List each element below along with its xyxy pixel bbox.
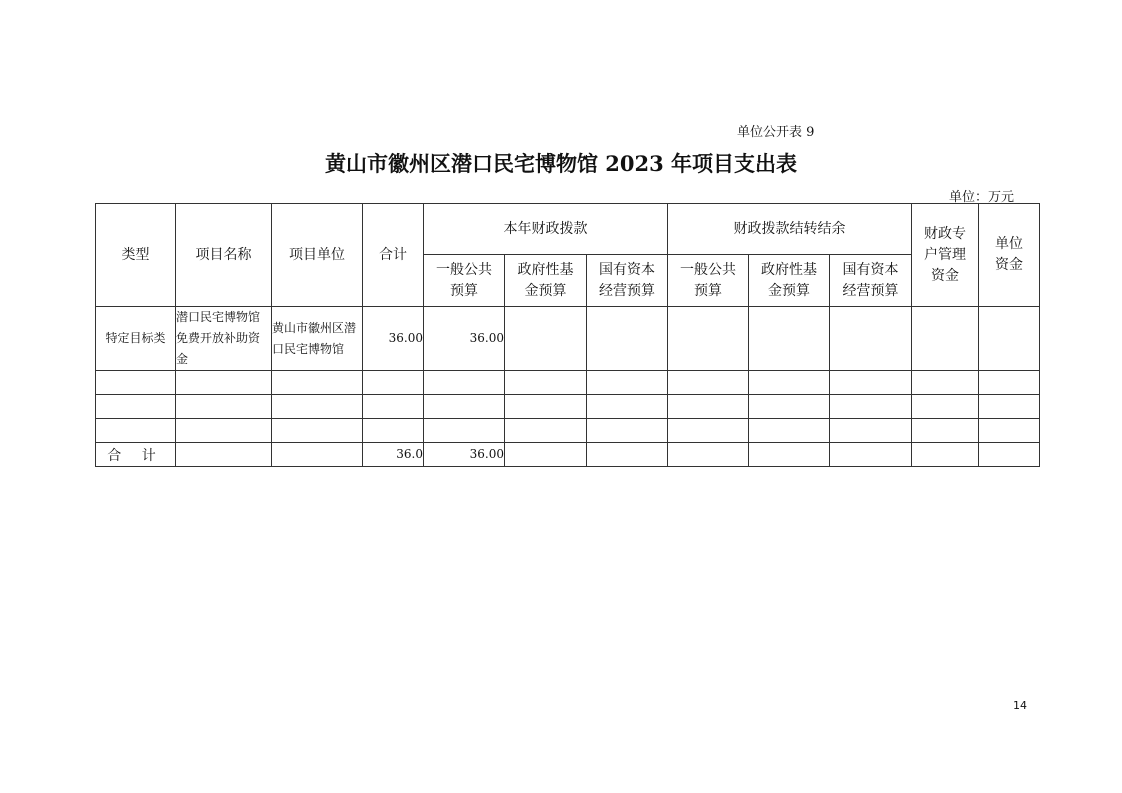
empty-cell: [424, 395, 505, 419]
total-row-total: 36.0: [363, 443, 424, 467]
table-row-empty: [96, 419, 1040, 443]
header-current-year-group: 本年财政拨款: [424, 204, 668, 255]
cell-co-general: [668, 307, 749, 371]
cell-unit-funds: [979, 307, 1040, 371]
header-unit-funds: 单位资金: [979, 204, 1040, 307]
empty-cell: [176, 371, 272, 395]
cell-type: 特定目标类: [96, 307, 176, 371]
empty-cell: [749, 419, 830, 443]
empty-cell: [363, 371, 424, 395]
header-cy-state-capital: 国有资本经营预算: [587, 255, 668, 307]
cell-project-unit: 黄山市徽州区潜口民宅博物馆: [272, 307, 363, 371]
header-carryover-group: 财政拨款结转结余: [668, 204, 912, 255]
header-project-name: 项目名称: [176, 204, 272, 307]
cell-total: 36.00: [363, 307, 424, 371]
empty-cell: [668, 395, 749, 419]
project-expenditure-table: [95, 203, 1040, 467]
empty-cell: [505, 419, 587, 443]
header-special-account: 财政专户管理资金: [912, 204, 979, 307]
empty-cell: [749, 395, 830, 419]
total-row: [96, 443, 1040, 467]
empty-cell: [979, 419, 1040, 443]
empty-cell: [176, 443, 272, 467]
empty-cell: [363, 419, 424, 443]
header-co-gov-fund: 政府性基金预算: [749, 255, 830, 307]
cell-co-gov-fund: [749, 307, 830, 371]
empty-cell: [668, 443, 749, 467]
empty-cell: [505, 443, 587, 467]
empty-cell: [979, 371, 1040, 395]
header-cy-general-public: 一般公共预算: [424, 255, 505, 307]
cell-cy-state-capital: [587, 307, 668, 371]
empty-cell: [424, 371, 505, 395]
header-co-state-capital: 国有资本经营预算: [830, 255, 912, 307]
empty-cell: [363, 395, 424, 419]
empty-cell: [830, 371, 912, 395]
empty-cell: [587, 443, 668, 467]
empty-cell: [912, 371, 979, 395]
empty-cell: [830, 395, 912, 419]
empty-cell: [912, 443, 979, 467]
empty-cell: [668, 419, 749, 443]
empty-cell: [830, 419, 912, 443]
cell-project-name: 潜口民宅博物馆免费开放补助资金: [176, 307, 272, 371]
empty-cell: [96, 419, 176, 443]
form-number: 单位公开表 9: [737, 125, 815, 140]
empty-cell: [272, 443, 363, 467]
header-co-general-public: 一般公共预算: [668, 255, 749, 307]
empty-cell: [912, 395, 979, 419]
empty-cell: [176, 419, 272, 443]
cell-co-state-capital: [830, 307, 912, 371]
empty-cell: [587, 395, 668, 419]
header-cy-gov-fund: 政府性基金预算: [505, 255, 587, 307]
empty-cell: [505, 395, 587, 419]
header-project-unit: 项目单位: [272, 204, 363, 307]
cell-special-account: [912, 307, 979, 371]
header-total: 合计: [363, 204, 424, 307]
empty-cell: [979, 443, 1040, 467]
header-type: 类型: [96, 204, 176, 307]
empty-cell: [979, 395, 1040, 419]
page-title: 黄山市徽州区潜口民宅博物馆 2023 年项目支出表: [324, 151, 798, 176]
empty-cell: [587, 419, 668, 443]
empty-cell: [830, 443, 912, 467]
empty-cell: [749, 371, 830, 395]
empty-cell: [912, 419, 979, 443]
cell-cy-general: 36.00: [424, 307, 505, 371]
empty-cell: [668, 371, 749, 395]
empty-cell: [96, 395, 176, 419]
cell-cy-gov-fund: [505, 307, 587, 371]
empty-cell: [749, 443, 830, 467]
empty-cell: [272, 371, 363, 395]
total-row-label: 合 计: [96, 443, 176, 467]
empty-cell: [96, 371, 176, 395]
empty-cell: [587, 371, 668, 395]
total-row-cy-general: 36.00: [424, 443, 505, 467]
empty-cell: [424, 419, 505, 443]
empty-cell: [176, 395, 272, 419]
table-row: [96, 307, 1040, 371]
header-row-1: [96, 204, 1040, 255]
empty-cell: [505, 371, 587, 395]
table-row-empty: [96, 371, 1040, 395]
empty-cell: [272, 395, 363, 419]
table-row-empty: [96, 395, 1040, 419]
page-number: 14: [1013, 699, 1027, 712]
empty-cell: [272, 419, 363, 443]
unit-label: 单位：万元: [949, 190, 1015, 205]
